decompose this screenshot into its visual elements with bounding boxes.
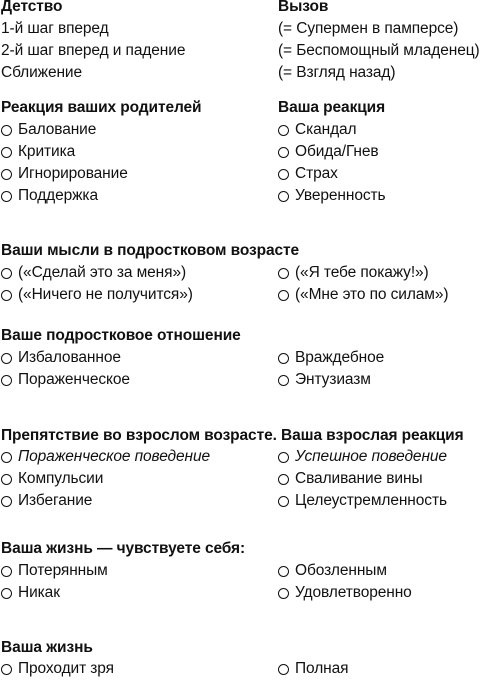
option-label: Избалованное (18, 349, 121, 366)
option-row (0, 369, 489, 391)
radio-button[interactable] (1, 664, 12, 675)
radio-button[interactable] (278, 452, 289, 463)
challenge-title: Вызов (278, 0, 329, 15)
option-label: Никак (18, 584, 60, 601)
option-row (0, 347, 489, 369)
radio-button[interactable] (1, 191, 12, 202)
radio-button[interactable] (278, 664, 289, 675)
option-label: («Мне это по силам») (295, 286, 449, 303)
adult-title: Препятствие во взрослом возрасте. Ваша взрослая реакция (1, 427, 464, 444)
option-label: Страх (295, 165, 338, 182)
life-feel-title-row (0, 538, 489, 560)
header-row (0, 40, 489, 62)
childhood-item: Сближение (1, 64, 83, 81)
option-right[interactable] (278, 446, 447, 468)
option-left[interactable] (1, 141, 75, 163)
radio-button[interactable] (278, 496, 289, 507)
parents-reaction-title: Реакция ваших родителей (1, 99, 202, 116)
option-row (0, 141, 489, 163)
radio-button[interactable] (278, 147, 289, 158)
option-right[interactable] (278, 468, 423, 490)
option-label: Враждебное (295, 349, 385, 366)
childhood-item: 1-й шаг вперед (1, 20, 109, 37)
challenge-item: (= Беспомощный младенец) (278, 42, 480, 59)
option-row (0, 262, 489, 284)
parents-titles-row (0, 97, 489, 119)
option-label: Успешное поведение (295, 448, 447, 465)
option-right[interactable] (278, 658, 348, 680)
option-label: Потерянным (18, 562, 108, 579)
teen-thoughts-title-row (0, 240, 489, 262)
option-right[interactable] (278, 347, 384, 369)
option-label: Обида/Гнев (295, 143, 379, 160)
header-row (0, 18, 489, 40)
option-row (0, 185, 489, 207)
option-right[interactable] (278, 582, 412, 604)
option-label: Критика (18, 143, 76, 160)
challenge-item: (= Взгляд назад) (278, 64, 396, 81)
option-label: («Сделай это за меня») (18, 264, 187, 281)
life-title: Ваша жизнь (1, 639, 93, 656)
childhood-title: Детство (1, 0, 63, 15)
option-right[interactable] (278, 163, 338, 185)
radio-button[interactable] (1, 290, 12, 301)
radio-button[interactable] (1, 474, 12, 485)
radio-button[interactable] (1, 169, 12, 180)
option-left[interactable] (1, 369, 130, 391)
option-right[interactable] (278, 262, 429, 284)
option-left[interactable] (1, 446, 210, 468)
radio-button[interactable] (1, 588, 12, 599)
option-right[interactable] (278, 369, 371, 391)
header-row (0, 62, 489, 84)
radio-button[interactable] (278, 353, 289, 364)
option-label: Сваливание вины (295, 470, 423, 487)
option-left[interactable] (1, 347, 121, 369)
option-label: Скандал (295, 121, 357, 138)
childhood-item: 2-й шаг вперед и падение (1, 42, 186, 59)
option-left[interactable] (1, 119, 96, 141)
option-label: Избегание (18, 492, 93, 509)
option-right[interactable] (278, 490, 447, 512)
teen-thoughts-title: Ваши мысли в подростковом возрасте (1, 242, 300, 259)
radio-button[interactable] (1, 353, 12, 364)
radio-button[interactable] (1, 268, 12, 279)
option-row (0, 284, 489, 306)
option-left[interactable] (1, 658, 114, 680)
radio-button[interactable] (278, 169, 289, 180)
option-right[interactable] (278, 185, 385, 207)
option-left[interactable] (1, 185, 98, 207)
option-label: Удовлетворенно (295, 584, 412, 601)
option-label: Пораженческое поведение (18, 448, 210, 465)
radio-button[interactable] (278, 268, 289, 279)
option-row (0, 582, 489, 604)
option-row (0, 119, 489, 141)
option-label: («Ничего не получится») (18, 286, 193, 303)
radio-button[interactable] (278, 566, 289, 577)
option-label: Целеустремленность (295, 492, 447, 509)
option-left[interactable] (1, 490, 92, 512)
radio-button[interactable] (1, 452, 12, 463)
option-row (0, 446, 489, 468)
option-right[interactable] (278, 119, 357, 141)
option-label: Игнорирование (18, 165, 128, 182)
life-feel-title: Ваша жизнь — чувствуете себя: (1, 540, 246, 557)
option-label: Компульсии (18, 470, 104, 487)
radio-button[interactable] (1, 375, 12, 386)
radio-button[interactable] (278, 125, 289, 136)
option-row (0, 560, 489, 582)
option-label: («Я тебе покажу!») (295, 264, 429, 281)
teen-attitude-title: Ваше подростковое отношение (1, 327, 241, 344)
your-reaction-title: Ваша реакция (278, 99, 386, 116)
option-label: Проходит зря (18, 660, 114, 677)
option-right[interactable] (278, 284, 448, 306)
radio-button[interactable] (1, 566, 12, 577)
header-titles-row (0, 0, 489, 18)
option-label: Уверенность (295, 187, 386, 204)
radio-button[interactable] (278, 474, 289, 485)
radio-button[interactable] (1, 496, 12, 507)
option-left[interactable] (1, 163, 128, 185)
teen-attitude-title-row (0, 325, 489, 347)
adult-title-row (0, 425, 489, 447)
option-left[interactable] (1, 468, 103, 490)
option-label: Полная (295, 660, 349, 677)
option-row (0, 468, 489, 490)
option-right[interactable] (278, 560, 387, 582)
option-label: Энтузиазм (295, 371, 371, 388)
option-label: Поддержка (18, 187, 98, 204)
option-row (0, 658, 489, 680)
radio-button[interactable] (1, 125, 12, 136)
challenge-item: (= Супермен в памперсе) (278, 20, 459, 37)
option-left[interactable] (1, 560, 108, 582)
radio-button[interactable] (278, 588, 289, 599)
option-right[interactable] (278, 141, 379, 163)
radio-button[interactable] (1, 147, 12, 158)
option-left[interactable] (1, 582, 60, 604)
radio-button[interactable] (278, 290, 289, 301)
option-label: Пораженческое (18, 371, 130, 388)
option-left[interactable] (1, 262, 186, 284)
option-left[interactable] (1, 284, 193, 306)
option-label: Балование (18, 121, 97, 138)
option-label: Обозленным (295, 562, 387, 579)
option-row (0, 490, 489, 512)
life-title-row (0, 637, 489, 659)
radio-button[interactable] (278, 191, 289, 202)
option-row (0, 163, 489, 185)
radio-button[interactable] (278, 375, 289, 386)
